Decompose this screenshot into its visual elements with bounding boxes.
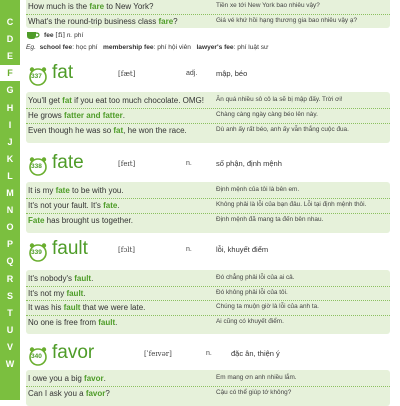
english-sentence: Can I ask you a favor?	[28, 389, 110, 398]
pronunciation: [feɪt]	[118, 160, 136, 168]
english-sentence: It's not your fault. It's fate.	[28, 201, 120, 210]
part-of-speech: n.	[206, 350, 212, 357]
letter-tab-k[interactable]: K	[6, 153, 14, 164]
divider	[26, 213, 390, 214]
pronunciation: [ˈfeɪvər]	[144, 350, 172, 358]
teacup-icon	[26, 31, 40, 40]
letter-tab-m[interactable]: M	[6, 188, 14, 198]
divider	[26, 315, 390, 316]
letter-tab-r[interactable]: R	[6, 273, 14, 284]
letter-tab-q[interactable]: Q	[6, 256, 14, 267]
letter-tab-c[interactable]: C	[6, 17, 14, 27]
meaning: lỗi, khuyết điểm	[216, 245, 269, 254]
divider	[26, 286, 390, 287]
entry-header-favor	[26, 344, 390, 370]
part-of-speech: n.	[186, 246, 192, 253]
vietnamese-translation: Định mệnh của tôi là bên em.	[216, 186, 300, 193]
example-box-fate	[26, 182, 390, 233]
english-sentence: Fate has brought us together.	[28, 216, 133, 225]
vietnamese-translation: Định mệnh đã mang ta đến bên nhau.	[216, 216, 324, 223]
letter-tab-h[interactable]: H	[6, 102, 14, 113]
letter-tab-e[interactable]: E	[6, 51, 13, 62]
letter-tab-f[interactable]: F	[0, 65, 20, 81]
vietnamese-translation: Chàng càng ngày càng béo lên này.	[216, 111, 318, 118]
letter-tab-p[interactable]: P	[6, 239, 13, 250]
example-box-fault	[26, 270, 390, 334]
vietnamese-translation: Dù anh ấy rất béo, anh ấy vẫn thắng cuộc đua.	[216, 126, 349, 133]
letter-tab-j[interactable]: J	[7, 136, 13, 147]
headword: fault	[52, 238, 88, 259]
vietnamese-translation: Không phải là lỗi của bạn đâu. Lỗi tại định mệnh thôi.	[216, 201, 367, 208]
letter-tab-d[interactable]: D	[6, 34, 14, 45]
fee-note	[26, 30, 390, 58]
entry-number: 339	[31, 249, 42, 256]
alphabet-index-tabs	[0, 0, 20, 400]
vietnamese-translation: Cậu có thể giúp tớ không?	[216, 389, 292, 396]
divider	[26, 386, 390, 387]
english-sentence: It's nobody's fault.	[28, 274, 94, 283]
meaning: đặc ân, thiện ý	[231, 349, 280, 358]
letter-tab-t[interactable]: T	[7, 307, 13, 318]
fare-example-box: How much is the fare to New York? Tiền xe tới New York bao nhiêu vậy? What's the round-trip business class fare? Giá vé khứ hồi hạng thương gia bao nhiêu vậy ạ?	[26, 0, 390, 28]
entry-header-fault	[26, 240, 390, 266]
letter-tab-l[interactable]: L	[7, 170, 13, 181]
english-sentence: It is my fate to be with you.	[28, 186, 124, 195]
letter-tab-g[interactable]: G	[6, 85, 14, 96]
letter-tab-o[interactable]: O	[6, 222, 14, 233]
divider	[26, 198, 390, 199]
english-sentence: It was his fault that we were late.	[28, 303, 146, 312]
english-sentence: No one is free from fault.	[28, 317, 118, 327]
english-sentence: It's not my fault.	[28, 288, 86, 298]
fee-examples: Eg. school fee: học phí membership fee: phí hội viên lawyer's fee: phí luật sư	[26, 44, 269, 51]
letter-tab-i[interactable]: I	[8, 119, 12, 130]
pronunciation: [fæt]	[118, 70, 136, 78]
headword: fat	[52, 62, 74, 83]
vietnamese-translation: Ăn quá nhiều sô cô la sẽ bị mập đấy. Trời ơi!	[216, 96, 343, 103]
vietnamese-translation: Chúng ta muộn giờ là lỗi của anh ta.	[216, 303, 319, 310]
headword: favor	[52, 342, 95, 363]
vietnamese-translation: Em mang ơn anh nhiều lắm.	[216, 374, 297, 381]
letter-tab-v[interactable]: V	[6, 341, 13, 352]
divider	[26, 14, 390, 15]
entry-header-fate	[26, 154, 390, 180]
meaning: số phận, định mệnh	[216, 159, 282, 168]
divider	[26, 108, 390, 109]
vietnamese-translation: Đó chẳng phải lỗi của ai cả.	[216, 274, 295, 281]
example-box-fat	[26, 92, 390, 143]
english-sentence: You'll get fat if you eat too much chocolate. OMG!	[28, 96, 204, 105]
vietnamese-translation: Đó không phải lỗi của tôi.	[216, 288, 288, 296]
pronunciation: [fɔlt]	[118, 246, 136, 254]
entry-number: 337	[31, 73, 42, 80]
english-sentence: He grows fatter and fatter.	[28, 111, 125, 120]
letter-tab-n[interactable]: N	[6, 205, 14, 216]
entry-header-fat	[26, 64, 390, 90]
example-box-favor	[26, 370, 390, 406]
entry-number: 338	[31, 163, 42, 170]
english-sentence: I owe you a big favor.	[28, 374, 106, 383]
part-of-speech: n.	[186, 160, 192, 167]
entry-number: 340	[31, 353, 42, 360]
letter-tab-s[interactable]: S	[6, 290, 13, 301]
english-sentence: Even though he was so fat, he won the race.	[28, 126, 187, 135]
divider	[26, 123, 390, 124]
divider	[26, 300, 390, 301]
meaning: mập, béo	[216, 69, 248, 78]
vietnamese-translation: Ai cũng có khuyết điểm.	[216, 317, 284, 325]
headword: fate	[52, 152, 84, 173]
fee-headword: fee [fi] n. phí	[44, 31, 84, 39]
letter-tab-w[interactable]: W	[5, 359, 15, 369]
letter-tab-u[interactable]: U	[6, 324, 14, 335]
part-of-speech: adj.	[186, 70, 198, 77]
